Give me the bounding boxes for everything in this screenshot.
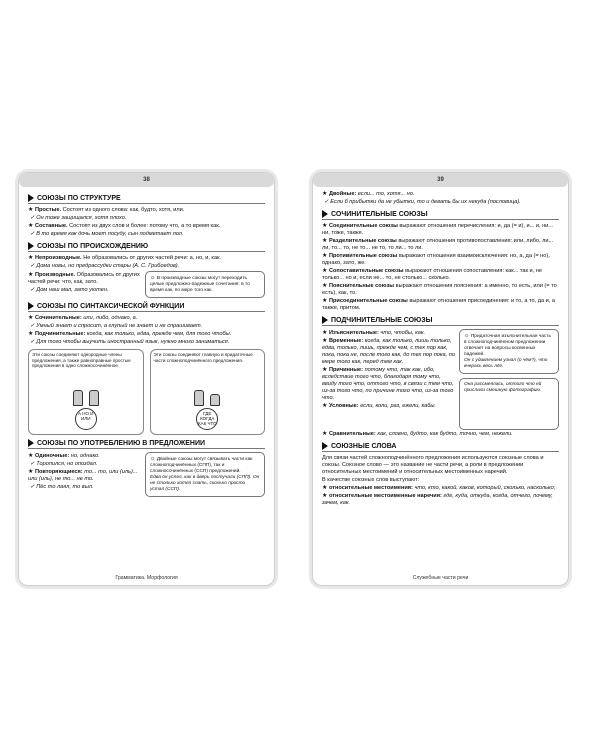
list-item: ★ Разделительные союзы выражают отношения противопоставления: или, либо, ли... ли, то... то, не то... не то, то ли... то ли. (322, 238, 554, 251)
star-icon: ★ (322, 431, 328, 437)
star-icon: ★ (322, 330, 328, 336)
section-heading-function: СОЮЗЫ ПО СИНТАКСИЧЕСКОЙ ФУНКЦИИ (28, 302, 265, 312)
arrow-icon (28, 439, 34, 447)
list-item: ★ Сочинительные: или, либо, однако, а. (28, 315, 138, 321)
left-content (28, 190, 265, 567)
check-icon: ✓ (30, 263, 35, 269)
list-item: ★ Временные: когда, как только, лишь только, едва, только, лишь, прежде чем, с тех пор как, пока, пока не, после того как, до тех пор пока, по мере того как, перед тем как. (322, 338, 455, 365)
list-item: ★ Простые. Состоят из одного слова: как, будто, хотя, или. (28, 207, 185, 213)
star-icon: ★ (28, 453, 34, 459)
check-icon: ✓ (324, 199, 329, 205)
star-icon: ★ (322, 238, 328, 244)
example: ✓ Он тоже защищался, хотя плохо. (30, 215, 127, 221)
arrow-icon (322, 210, 328, 218)
star-icon: ★ (322, 298, 328, 304)
note-box: ☼ Придаточная изъяснительная часть в сложноподчинённом предложении отвечает на вопросы косвенных падежей. Он с удивлением узнал (о чём?), что вчерась весь лёг. (459, 329, 559, 374)
star-icon: ★ (28, 255, 34, 261)
list-item: ★ Подчинительные: когда, как только, едва, прежде чем, для того чтобы. (28, 331, 232, 337)
paragraph: В качестве союзных слов выступают: (322, 477, 420, 483)
example: ✓ Умный знает и спросит, а глупый не знает и не спрашивает. (30, 323, 203, 329)
arrow-icon (28, 302, 34, 310)
check-icon: ✓ (30, 323, 35, 329)
example: ✓ Если б прибытки да не убытки, то и девать бы их некуда (пословица). (324, 199, 521, 205)
star-icon: ★ (28, 207, 34, 213)
star-icon: ★ (322, 338, 328, 344)
illustration-subordinating: Эти союзы соединяют главную и придаточные части сложноподчинённого предложения. ГДЕ КОГДА КАК ЧТО (150, 349, 266, 435)
person-figure (194, 390, 204, 406)
list-item: ★ Соединительные союзы выражают отношения перечисления: и, да (= и), и... и, ни... ни, тоже, также. (322, 223, 553, 236)
person-figure (73, 390, 83, 406)
list-item: ★ Производные. Образовались от других частей речи: что, как, зато. (28, 272, 140, 285)
section-heading-usage: СОЮЗЫ ПО УПОТРЕБЛЕНИЮ В ПРЕДЛОЖЕНИИ (28, 439, 265, 449)
section-heading-coordinating: СОЧИНИТЕЛЬНЫЕ СОЮЗЫ (322, 210, 559, 220)
example: ✓ Дома новы, но предрассудки стары (А. С. Грибоедов). (30, 263, 180, 269)
check-icon: ✓ (30, 461, 35, 467)
list-item: ★ Противительные союзы выражают отношения взаимоисключения: но, а, да (= но), однако, зато, же. (322, 253, 550, 266)
lightbulb-icon: ☼ (150, 456, 156, 462)
arrow-icon (28, 242, 34, 250)
star-icon: ★ (322, 367, 328, 373)
list-item: ★ Присоединительные союзы выражают отношения присоединения: и то, а то, да и, а также, притом. (322, 298, 555, 311)
star-icon: ★ (322, 191, 328, 197)
check-icon: ✓ (30, 339, 35, 345)
right-page-number: 39 (313, 173, 568, 187)
star-icon: ★ (28, 272, 34, 278)
star-icon: ★ (322, 253, 328, 259)
person-figure (210, 394, 220, 406)
check-icon: ✓ (30, 287, 35, 293)
list-item: ★ Изъяснительные: что, чтобы, как. (322, 330, 426, 336)
left-footer: Грамматика. Морфология (115, 575, 178, 581)
person-figure (89, 390, 99, 406)
star-icon: ★ (28, 331, 34, 337)
check-icon: ✓ (30, 215, 35, 221)
illustration-coordinating: Эти союзы соединяют однородные члены предложения, а также равноправные простые предложения в одно сложносочинённое. А НО И ИЛИ (28, 349, 144, 435)
star-icon: ★ (28, 469, 34, 475)
illustration-box: Она рассмеялась, оттого что ей прислали смешную фотографию. (459, 378, 559, 430)
list-item: ★ Повторяющиеся: то... то, или (иль)... или (иль), не то... не то. (28, 469, 138, 482)
list-item: ★ относительные местоименные наречия: где, куда, откуда, когда, отчего, почему, зачем, как. (322, 493, 553, 506)
conjunction-circle: ГДЕ КОГДА КАК ЧТО (196, 408, 218, 430)
arrow-icon (28, 194, 34, 202)
arrow-icon (322, 316, 328, 324)
star-icon: ★ (28, 223, 34, 229)
list-item: ★ Составные. Состоят из двух слов и более: потому что, а то время как. (28, 223, 221, 229)
star-icon: ★ (28, 315, 34, 321)
list-item: ★ Одиночные: но, однако. (28, 453, 100, 459)
section-heading-subordinating: ПОДЧИНИТЕЛЬНЫЕ СОЮЗЫ (322, 316, 559, 326)
example: ✓ В то время как дочь моет посуду, сын подметает пол. (30, 231, 184, 237)
star-icon: ★ (322, 485, 328, 491)
star-icon: ★ (322, 268, 328, 274)
list-item: ★ Условные: если, коли, раз, ежели, кабы. (322, 403, 437, 409)
section-heading-structure: СОЮЗЫ ПО СТРУКТУРЕ (28, 194, 265, 204)
star-icon: ★ (322, 493, 328, 499)
list-item: ★ Непроизводные. Не образовались от других частей речи: а, но, и, как. (28, 255, 222, 261)
list-item: ★ Двойные: если... то, хотя... но. (322, 191, 415, 197)
star-icon: ★ (322, 223, 328, 229)
star-icon: ★ (322, 283, 328, 289)
star-icon: ★ (322, 403, 328, 409)
example: ✓ Для того чтобы выучить иностранный язык, нужно много заниматься. (30, 339, 230, 345)
list-item: ★ Причинные: потому что, так как, ибо, вследствие того что, благодаря тому что, ввиду того что, оттого что, в связи с тем что, из-за того что, по причине того что, из-за того что. (322, 367, 454, 401)
lightbulb-icon: ☼ (464, 333, 470, 339)
example: ✓ Пёс то лаял, то выл. (30, 484, 94, 490)
conjunction-circle: А НО И ИЛИ (75, 408, 97, 430)
right-page (312, 172, 569, 586)
illustrations (28, 349, 265, 435)
example: ✓ Дом наш мал, зато уютен. (30, 287, 109, 293)
check-icon: ✓ (30, 484, 35, 490)
note-box: ☼ Двойные союзы могут связывать части как сложноподчинённых (СПП), так и сложносочинённых (ССП) предложений. Едва он успел, как в дверь постучали (СПП). Он не столько хотел спать, сколько просто устал (ССП). (145, 452, 265, 497)
list-item: ★ относительные местоимения: что, кто, какой, каков, который, сколько, насколько; (322, 485, 556, 491)
example: ✓ Торопился, но опоздал. (30, 461, 98, 467)
list-item: ★ Сравнительные: как, словно, будто, как будто, точно, чем, нежели. (322, 431, 513, 437)
arrow-icon (322, 442, 328, 450)
section-heading-conjunctive-words: СОЮЗНЫЕ СЛОВА (322, 442, 559, 452)
list-item: ★ Пояснительные союзы выражают отношения пояснения: а именно, то есть, или (= то есть), как, то. (322, 283, 557, 296)
note-box: ☼ В производные союзы могут переходить целые предложно-падежные сочетания: в то время как, по мере того как. (145, 271, 265, 298)
right-content (322, 190, 559, 567)
section-heading-origin: СОЮЗЫ ПО ПРОИСХОЖДЕНИЮ (28, 242, 265, 252)
right-footer: Служебные части речи (412, 575, 469, 581)
left-page-number: 38 (19, 173, 274, 187)
list-item: ★ Сопоставительные союзы выражают отношения сопоставления: как... так и, не только... но и, если не... то, не столько... сколько. (322, 268, 542, 281)
lightbulb-icon: ☼ (150, 275, 156, 281)
paragraph: Для связи частей сложноподчинённого предложения используются союзные слова и союзы. Союзное слово — это название не части речи, а роли в предложении относительных местоимений и относительных местоименных наречий. (322, 455, 544, 475)
left-page (18, 172, 275, 586)
check-icon: ✓ (30, 231, 35, 237)
